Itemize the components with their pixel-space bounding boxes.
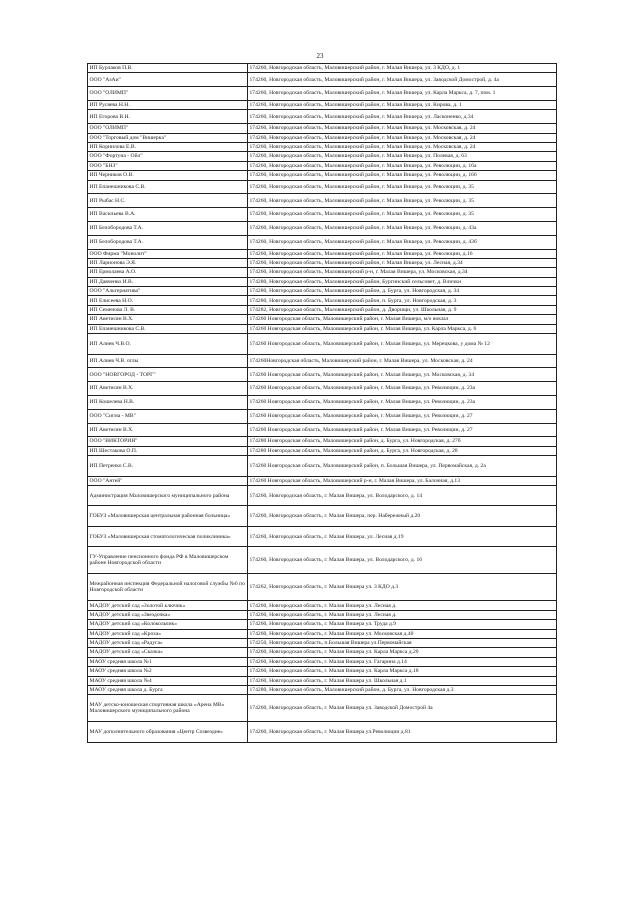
address-cell: 174260, Новгородская область, Маловишерский район, г. Малая Вишера, ул. Московская, д. 24 bbox=[248, 124, 557, 133]
address-cell: 174260, Новгородская область, Маловишерский район, г. Малая Вишера, ул. 3 КДО, д. 1 bbox=[248, 64, 557, 73]
organization-name-cell: ООО "ОЛИМП" bbox=[88, 124, 248, 133]
organization-name-cell: МАДОУ детский сад «Звездочка» bbox=[88, 610, 248, 619]
address-cell: 174260, Новгородская область, Маловишерский район, г. Малая Вишера, ул. Революции, д. 43а bbox=[248, 221, 557, 235]
address-cell: 174260, Новгородская область, г. Малая Вишера, ул. Лесная д.19 bbox=[248, 526, 557, 547]
table-row bbox=[88, 277, 557, 286]
address-cell: 174260, Новгородская область, Маловишерский район, г. Малая Вишера, ул. Полевая, д. 63 bbox=[248, 152, 557, 161]
organization-name-cell: ООО "Сигма - МВ" bbox=[88, 409, 248, 423]
address-cell: 174260, Новгородская область, Маловишерский район, г. Малая Вишера, ул. Революции, д. 166 bbox=[248, 171, 557, 180]
organization-name-cell: МАОУ средняя школа №4 bbox=[88, 676, 248, 685]
table-row bbox=[88, 506, 557, 527]
table-row bbox=[88, 382, 557, 396]
organization-name-cell: МАДОУ детский сад «Сказка» bbox=[88, 648, 248, 657]
table-row bbox=[88, 722, 557, 743]
table-row bbox=[88, 194, 557, 208]
organization-name-cell: ИП Кошелева Н.В. bbox=[88, 395, 248, 409]
table-row bbox=[88, 368, 557, 382]
address-cell: 174260, Новгородская область, г. Малая Вишера ул. Московская д.40 bbox=[248, 629, 557, 638]
address-cell: 174260, Новгородская область, Маловишерский район, г. Малая Вишера, ул. Московская, д. 24 bbox=[248, 142, 557, 151]
address-cell: 174260 Новгородская область, Маловишерский р-н, г. Малая Вишера, ул. Балочная, д.13 bbox=[248, 476, 557, 485]
address-cell: 174260 Новгородская область, Маловишерский район, г. Малая Вишера, ул. Мерецкова, у дома № 12 bbox=[248, 334, 557, 355]
table-row bbox=[88, 152, 557, 161]
table-row bbox=[88, 685, 557, 694]
table-row bbox=[88, 324, 557, 333]
table-row bbox=[88, 409, 557, 423]
table-row bbox=[88, 221, 557, 235]
organization-name-cell: ГОБУЗ «Маловишерская стоматологическая поликлиника» bbox=[88, 526, 248, 547]
organization-name-cell: ООО "ВИКТОРИЯ" bbox=[88, 437, 248, 446]
address-cell: 174260, Новгородская область, Маловишерский район, г. Малая Вишера, ул. Кирова, д. 1 bbox=[248, 100, 557, 109]
address-cell: 174282, Новгородская область, Маловишерский район, д. Дворищи, ул. Школьная, д. 9 bbox=[248, 305, 557, 314]
table-row bbox=[88, 354, 557, 368]
organization-name-cell: ООО "Торговый дом "Вишерка" bbox=[88, 133, 248, 142]
address-cell: 174260, Новгородская область, Маловишерский район, г. Малая Вишера, ул. Революции, д. 35 bbox=[248, 194, 557, 208]
address-cell: 174280 Новгородская область, Маловишерский район, д. Бурга, ул. Новгородская, д. 27б bbox=[248, 437, 557, 446]
table-row bbox=[88, 110, 557, 124]
address-cell: 174260 Новгородская область, Маловишерский район, г. Малая Вишера, м/о вокзал bbox=[248, 315, 557, 324]
organization-name-cell: ГОБУЗ «Маловишерская центральная районная больница» bbox=[88, 506, 248, 527]
table-row bbox=[88, 601, 557, 610]
table-row bbox=[88, 296, 557, 305]
organization-name-cell: ИП Корнилова Е.В. bbox=[88, 142, 248, 151]
table-row bbox=[88, 171, 557, 180]
organization-name-cell: ИП Алиев Ч.В. оглы bbox=[88, 354, 248, 368]
address-cell: 174250, Новгородская область, п.Большая Вишера ул.Первомайская bbox=[248, 639, 557, 648]
organization-name-cell: МАДОУ детский сад «Радуга» bbox=[88, 639, 248, 648]
table-row bbox=[88, 574, 557, 601]
organization-name-cell: ИП Давченко И.В. bbox=[88, 277, 248, 286]
organization-name-cell: ООО "Фортуна - Ойл" bbox=[88, 152, 248, 161]
table-row bbox=[88, 180, 557, 194]
address-cell: 174280, Новгородская область, Маловишерский район, д. Бурга, ул. Новгородская, д. 34 bbox=[248, 287, 557, 296]
address-cell: 174260Новгородская область, Маловишерский район, г. Малая Вишера, ул. Московская, д. 24 bbox=[248, 354, 557, 368]
organization-name-cell: ИП Аветисян В.Х. bbox=[88, 315, 248, 324]
address-cell: 174280 Новгородская область, Маловишерский район, д. Бурга, ул. Новгородская, д. 28 bbox=[248, 446, 557, 455]
address-cell: 174260, Новгородская область, г. Малая Вишера ул. Карла Маркса д.20 bbox=[248, 648, 557, 657]
address-cell: 174260 Новгородская область, Маловишерский район, п. Большая Вишера, ул. Первомайская, д. 2а bbox=[248, 456, 557, 477]
address-cell: 174280, Новгородская область, Маловишерский район, д. Бурга, ул. Новгородская д.3 bbox=[248, 685, 557, 694]
address-cell: 174260, Новгородская область, г. Малая Вишера ул. Лесная д. bbox=[248, 610, 557, 619]
table-row bbox=[88, 161, 557, 170]
address-cell: 174260 Новгородская область, Маловишерский район, г. Малая Вишера, ул. Карла Маркса, д. 6 bbox=[248, 324, 557, 333]
address-cell: 174260, Новгородская область, г. Малая Вишера, ул. Володарского, д. 14 bbox=[248, 485, 557, 506]
organization-name-cell: ООО "ОЛИМП" bbox=[88, 87, 248, 101]
address-cell: 174260 Новгородская область, Маловишерский район, г. Малая Вишера, ул. Революции, д. 27 bbox=[248, 423, 557, 437]
organization-name-cell: ИП Петренко С.В. bbox=[88, 456, 248, 477]
address-cell: 174260, Новгородская область, г. Малая Вишера, ул. Володарского, д. 16 bbox=[248, 547, 557, 574]
table-row bbox=[88, 287, 557, 296]
table-row bbox=[88, 142, 557, 151]
table-row bbox=[88, 547, 557, 574]
table-row bbox=[88, 315, 557, 324]
table-row bbox=[88, 456, 557, 477]
table-row bbox=[88, 526, 557, 547]
organization-name-cell: ИП Алиев Ч.В.О. bbox=[88, 334, 248, 355]
table-row bbox=[88, 208, 557, 222]
address-cell: 174260, Новгородская область, Маловишерский район, г. Малая Вишера, ул. Революции, д. 43б bbox=[248, 235, 557, 249]
table-body bbox=[88, 64, 557, 743]
table-row bbox=[88, 423, 557, 437]
organization-name-cell: ИП Епанешникова С.В. bbox=[88, 180, 248, 194]
organization-name-cell: ООО "БНЗ" bbox=[88, 161, 248, 170]
table-row bbox=[88, 620, 557, 629]
address-cell: 174260, Новгородская область, Маловишерский район, г. Малая Вишера, ул. Революции, д. 35 bbox=[248, 208, 557, 222]
table-row bbox=[88, 446, 557, 455]
organization-name-cell: МАДОУ детский сад «Колокольчик» bbox=[88, 620, 248, 629]
address-cell: 174260, Новгородская область, г. Малая Вишера ул. Заводской Домострой 4а bbox=[248, 695, 557, 722]
organization-name-cell: ИП Ларионова Э.Я. bbox=[88, 258, 248, 267]
table-row bbox=[88, 610, 557, 619]
address-cell: 174260, Новгородская область, Маловишерский район, г. Малая Вишера, ул. Революции, д. 35 bbox=[248, 180, 557, 194]
organization-name-cell: ООО "АзАи" bbox=[88, 73, 248, 87]
address-cell: 174260, Новгородская область, Маловишерский район, г. Малая Вишера, ул. Карла Маркса, д. 7, пом. 1 bbox=[248, 87, 557, 101]
table-row bbox=[88, 73, 557, 87]
organization-name-cell: ИП Русяева Н.Н. bbox=[88, 100, 248, 109]
address-cell: 174260 Новгородская область, Маловишерский район, г. Малая Вишера, ул. Революции, д. 27 bbox=[248, 409, 557, 423]
organization-name-cell: Межрайонная инспекция Федеральной налоговой службы №6 по Новгородской области bbox=[88, 574, 248, 601]
address-cell: 174260, Новгородская область, г. Малая Вишера ул. Труда д.9 bbox=[248, 620, 557, 629]
address-cell: 174260, Новгородская область, Маловишерский район, г. Малая Вишера, ул. Лесная, д.34 bbox=[248, 258, 557, 267]
table-row bbox=[88, 485, 557, 506]
organization-name-cell: ООО "Антей" bbox=[88, 476, 248, 485]
address-cell: 174260 Новгородская область, Маловишерский район, г. Малая Вишера, ул. Революции, д. 23а bbox=[248, 382, 557, 396]
organization-name-cell: ИП Ермолаева А.О. bbox=[88, 268, 248, 277]
table-row bbox=[88, 639, 557, 648]
table-row bbox=[88, 437, 557, 446]
organization-name-cell: МАОУ средняя школа №2 bbox=[88, 667, 248, 676]
address-cell: 174260, Новгородская область, Маловишерский р-н, г. Малая Вишера, ул. Московская, д.34 bbox=[248, 268, 557, 277]
table-row bbox=[88, 258, 557, 267]
address-cell: 174260, Новгородская область, г. Малая Вишера ул.Революции д.81 bbox=[248, 722, 557, 743]
organization-name-cell: ИП Епанешникова С.В. bbox=[88, 324, 248, 333]
table-row bbox=[88, 268, 557, 277]
address-cell: 174262, Новгородская область, г. Малая Вишера ул. 3 КДО д.3 bbox=[248, 574, 557, 601]
address-cell: 174260, Новгородская область, Маловишерский район, г. Малая Вишера, ул. Революции, д.16 bbox=[248, 249, 557, 258]
table-row bbox=[88, 676, 557, 685]
address-cell: 174260, Новгородская область, г. Малая Вишера ул. Лесная д. bbox=[248, 601, 557, 610]
organization-name-cell: ООО "НОВГОРОД - ТОРГ" bbox=[88, 368, 248, 382]
organization-name-cell: ООО "Альтернатива" bbox=[88, 287, 248, 296]
table-row bbox=[88, 133, 557, 142]
table-row bbox=[88, 100, 557, 109]
organization-name-cell: Администрация Маловишерского муниципального района bbox=[88, 485, 248, 506]
table-row bbox=[88, 657, 557, 666]
organization-name-cell: ООО Фирма "Монолит" bbox=[88, 249, 248, 258]
table-row bbox=[88, 334, 557, 355]
organization-name-cell: ИП Шестакова О.П. bbox=[88, 446, 248, 455]
organization-name-cell: ИП Белобородова Т.А. bbox=[88, 221, 248, 235]
organization-address-table bbox=[87, 63, 557, 743]
organization-name-cell: ИП Черников О.В. bbox=[88, 171, 248, 180]
address-cell: 174260 Новгородская область, Маловишерский район, г. Малая Вишера, ул. Революции, д. 23а bbox=[248, 395, 557, 409]
table-row bbox=[88, 667, 557, 676]
table-row bbox=[88, 235, 557, 249]
address-cell: 174260, Новгородская область, Маловишерский район, г. Малая Вишера, ул. Ласконенко, д.34 bbox=[248, 110, 557, 124]
organization-name-cell: ИП Рыбас Н.С. bbox=[88, 194, 248, 208]
table-row bbox=[88, 648, 557, 657]
table-row bbox=[88, 64, 557, 73]
address-cell: 174260, Новгородская область, г. Малая Вишера ул. Школьная д.1 bbox=[248, 676, 557, 685]
organization-name-cell: ИП Егорова В.Н. bbox=[88, 110, 248, 124]
organization-name-cell: МАУ дополнительного образования «Центр Созвездие» bbox=[88, 722, 248, 743]
address-cell: 174280, Новгородская область, Маловишерский район, Бургинский сельсовет, д. Влички bbox=[248, 277, 557, 286]
address-cell: 174280, Новгородская область, Маловишерский район, п. Бурга, ул. Новгородская, д. 3 bbox=[248, 296, 557, 305]
organization-name-cell: МАДОУ детский сад «Кроха» bbox=[88, 629, 248, 638]
organization-name-cell: ИП Белобородова Т.А. bbox=[88, 235, 248, 249]
table-row bbox=[88, 476, 557, 485]
address-cell: 174260, Новгородская область, Маловишерский район, г. Малая Вишера, ул. Московская, д. 24 bbox=[248, 133, 557, 142]
address-cell: 174260, Новгородская область, Маловишерский район, г. Малая Вишера, ул. Революции, д. 16а bbox=[248, 161, 557, 170]
address-cell: 174260, Новгородская область, г. Малая Вишера ул. Гагарина д.14 bbox=[248, 657, 557, 666]
organization-name-cell: ИП Елисеева Н.О. bbox=[88, 296, 248, 305]
page-number: 23 bbox=[316, 52, 324, 60]
table-row bbox=[88, 629, 557, 638]
organization-name-cell: ГУ-Управление пенсионного фонда РФ в Маловишерском районе Новгородской области bbox=[88, 547, 248, 574]
table-row bbox=[88, 695, 557, 722]
address-cell: 174260, Новгородская область, Маловишерский район, г. Малая Вишера, ул. Заводской Домострой, д. 4а bbox=[248, 73, 557, 87]
organization-name-cell: МАОУ средняя школа д. Бурга bbox=[88, 685, 248, 694]
table-row bbox=[88, 124, 557, 133]
address-cell: 174260, Новгородская область, г. Малая Вишера ул. Карла Маркса д.18 bbox=[248, 667, 557, 676]
organization-name-cell: МАУ детско-юношеская спортивная школа «Арена МВ» Маловишерского муниципального района bbox=[88, 695, 248, 722]
organization-name-cell: МАОУ средняя школа №1 bbox=[88, 657, 248, 666]
address-cell: 174260 Новгородская область, Маловишерский район, г. Малая Вишера, ул. Московская, д. 34 bbox=[248, 368, 557, 382]
organization-name-cell: ИП Аветисян В.Х. bbox=[88, 423, 248, 437]
organization-name-cell: ИП Бурлаков П.В. bbox=[88, 64, 248, 73]
organization-name-cell: МАДОУ детский сад «Золотой ключик» bbox=[88, 601, 248, 610]
table-row bbox=[88, 249, 557, 258]
organization-name-cell: ИП Семенова Л. В. bbox=[88, 305, 248, 314]
organization-name-cell: ИП Аветисян В.Х. bbox=[88, 382, 248, 396]
organization-name-cell: ИП Васильева В.А. bbox=[88, 208, 248, 222]
table-row bbox=[88, 395, 557, 409]
table-row bbox=[88, 87, 557, 101]
table-row bbox=[88, 305, 557, 314]
address-cell: 174260, Новгородская область, г. Малая Вишера, пер. Набережный д.20 bbox=[248, 506, 557, 527]
